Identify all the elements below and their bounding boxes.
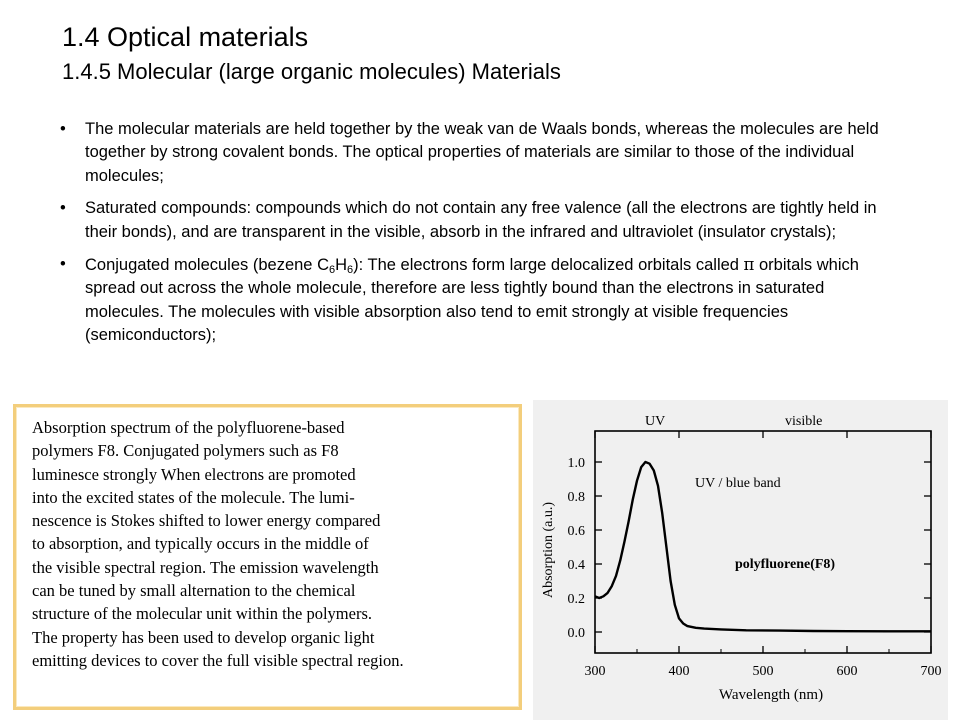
y-tick-label: 1.0 xyxy=(567,456,585,471)
y-tick-label: 0.2 xyxy=(567,592,585,607)
bullet-list xyxy=(60,118,902,357)
slide-title: 1.4 Optical materials xyxy=(62,22,309,52)
annotation-polyfluorene: polyfluorene(F8) xyxy=(735,557,836,572)
bullet-text: Conjugated molecules (bezene $C_6H_6$): The electrons form large delocalized orbitals called π orbitals which spread out across the whole molecule, therefore are less tightly bound than the electrons in saturated molecules. The molecules with visible absorption also tend to emit strongly at visible frequencies (semiconductors); xyxy=(85,255,859,345)
x-axis-label: Wavelength (nm) xyxy=(718,687,824,703)
y-tick-label: 0.0 xyxy=(567,626,585,641)
y-tick-label: 0.4 xyxy=(567,558,585,573)
bullet-marker: • xyxy=(60,120,66,138)
x-tick-label: 600 xyxy=(836,664,858,679)
bullet-marker: • xyxy=(60,199,66,218)
y-tick-label: 0.8 xyxy=(567,490,585,505)
absorption-figure xyxy=(533,400,948,720)
annotation-uv-blue-band: UV / blue band xyxy=(695,476,781,491)
region-label-uv: UV xyxy=(645,414,666,429)
y-axis-label: Absorption (a.u.) xyxy=(541,501,556,599)
x-tick-label: 400 xyxy=(668,664,690,679)
bullet-item xyxy=(60,118,902,188)
pi-symbol: π xyxy=(743,255,755,275)
bullet-text: Saturated compounds: compounds which do not contain any free valence (all the electrons are tightly held in their bonds), and are transparent in the visible, absorb in the infrared and ultraviolet (insulator crystals); xyxy=(85,199,877,241)
figure-caption: Absorption spectrum of the polyfluorene-based polymers F8. Conjugated polymers such as F8 luminesce strongly When electrons are promoted into the excited states of the molecule. The lumi- nescence is Stokes shifted to lower energy compared to absorption, and typically occurs in the middle of the visible spectral region. The emission wavelength can be tuned by small alternation to the chemical structure of the molecular unit within the polymers. The property has been used to develop organic light emitting devices to cover the full visible spectral region. xyxy=(32,418,404,670)
region-label-visible: visible xyxy=(785,414,823,429)
slide-subtitle: 1.4.5 Molecular (large organic molecules) Materials xyxy=(62,59,561,84)
bullet-item xyxy=(60,253,902,348)
x-tick-label: 700 xyxy=(920,664,942,679)
y-tick-label: 0.6 xyxy=(567,524,585,539)
absorption-chart xyxy=(533,400,948,720)
x-tick-label: 300 xyxy=(584,664,606,679)
bullet-marker: • xyxy=(60,255,66,274)
bullet-text: The molecular materials are held together by the weak van de Waals bonds, whereas the molecules are held together by strong covalent bonds. The optical properties of materials are similar to those of the individual molecules; xyxy=(85,120,879,185)
caption-box xyxy=(13,404,522,710)
x-tick-label: 500 xyxy=(752,664,774,679)
bullet-item xyxy=(60,197,902,244)
